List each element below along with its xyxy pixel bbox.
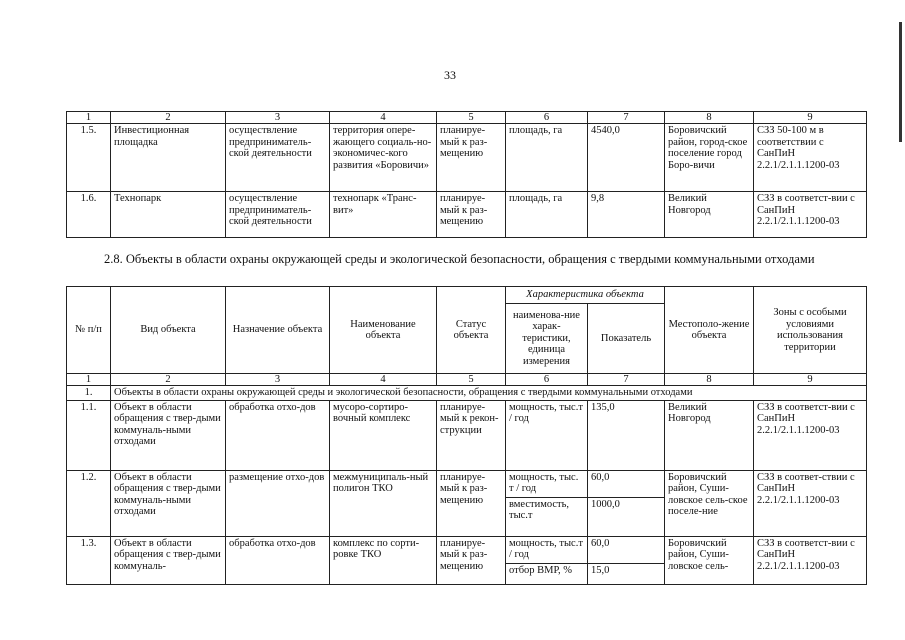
- header-characteristic: Характеристика объекта: [506, 287, 665, 304]
- object-name: межмуниципаль-ный полигон ТКО: [330, 470, 437, 536]
- col-num: 1: [67, 374, 111, 386]
- indicator-value: 135,0: [588, 400, 665, 470]
- object-name: мусоро-сортиро-вочный комплекс: [330, 400, 437, 470]
- indicator-name-cell: [506, 536, 588, 584]
- object-status: планируе-мый к раз-мещению: [437, 536, 506, 584]
- indicator-name: мощность, тыс. т / год: [506, 471, 587, 498]
- table-row: [67, 192, 867, 238]
- row-number: 1.6.: [67, 192, 111, 238]
- object-status: планируе-мый к раз-мещению: [437, 192, 506, 238]
- edge-bar: [899, 22, 902, 142]
- col-num: 8: [665, 112, 754, 124]
- col-num: 6: [506, 112, 588, 124]
- object-status: планируе-мый к рекон-струкции: [437, 400, 506, 470]
- col-num: 2: [111, 374, 226, 386]
- col-num: 9: [754, 112, 867, 124]
- row-number: 1.1.: [67, 400, 111, 470]
- group-title: Объекты в области охраны окружающей среды и экологической безопасности, обращения с твердыми коммунальными отходами: [111, 386, 867, 401]
- object-type: Инвестиционная площадка: [111, 124, 226, 192]
- object-type: Объект в области обращения с твер-дыми коммуналь-ными отходами: [111, 400, 226, 470]
- row-number: 1.2.: [67, 470, 111, 536]
- group-number: 1.: [67, 386, 111, 401]
- object-location: Великий Новгород: [665, 400, 754, 470]
- indicator-name: отбор ВМР, %: [509, 564, 573, 576]
- page-number: 33: [444, 68, 456, 82]
- col-num: 7: [588, 112, 665, 124]
- group-row: [67, 386, 867, 401]
- header-status: Статус объекта: [437, 287, 506, 374]
- col-num: 6: [506, 374, 588, 386]
- column-number-row: [67, 112, 867, 124]
- object-purpose: осуществление предприниматель-ской деятельности: [226, 124, 330, 192]
- indicator-name: площадь, га: [506, 192, 588, 238]
- object-purpose: размещение отхо-дов: [226, 470, 330, 536]
- object-purpose: обработка отхо-дов: [226, 400, 330, 470]
- table-row: [67, 470, 867, 536]
- special-zones: СЗЗ в соответст-вии с СанПиН 2.2.1/2.1.1.1200-03: [754, 400, 867, 470]
- object-location: Боровичский район, Суши-ловское сель-ское поселе-ние: [665, 470, 754, 536]
- indicator-name-cell: [506, 470, 588, 536]
- indicator-name: вместимость, тыс.т: [509, 498, 570, 521]
- indicator-name: мощность, тыс.т / год: [506, 537, 587, 564]
- header-location: Местополо-жение объекта: [665, 287, 754, 374]
- header-name: Наименование объекта: [330, 287, 437, 374]
- row-number: 1.3.: [67, 536, 111, 584]
- special-zones: СЗЗ в соответст-вии с СанПиН 2.2.1/2.1.1.1200-03: [754, 192, 867, 238]
- object-name: комплекс по сорти-ровке ТКО: [330, 536, 437, 584]
- object-status: планируе-мый к раз-мещению: [437, 470, 506, 536]
- object-location: Боровичский район, город-ское поселение город Боро-вичи: [665, 124, 754, 192]
- indicator-value: 60,0: [588, 471, 664, 498]
- col-num: 4: [330, 374, 437, 386]
- table-environment-objects: [66, 286, 867, 585]
- indicator-value: 1000,0: [591, 498, 620, 510]
- indicator-name: площадь, га: [506, 124, 588, 192]
- header-zones: Зоны с особыми условиями использования территории: [754, 287, 867, 374]
- indicator-value: 15,0: [591, 564, 610, 576]
- object-type: Технопарк: [111, 192, 226, 238]
- section-heading: 2.8. Объекты в области охраны окружающей среды и экологической безопасности, обращения с твердыми коммунальными отходами: [104, 252, 815, 266]
- table-row: [67, 400, 867, 470]
- col-num: 8: [665, 374, 754, 386]
- col-num: 3: [226, 112, 330, 124]
- object-status: планируе-мый к раз-мещению: [437, 124, 506, 192]
- special-zones: СЗЗ в соответст-вии с СанПиН 2.2.1/2.1.1.1200-03: [754, 536, 867, 584]
- indicator-value-cell: [588, 470, 665, 536]
- col-num: 1: [67, 112, 111, 124]
- col-num: 4: [330, 112, 437, 124]
- indicator-value: 60,0: [588, 537, 664, 564]
- col-num: 5: [437, 112, 506, 124]
- special-zones: СЗЗ 50-100 м в соответствии с СанПиН 2.2.1/2.1.1.1200-03: [754, 124, 867, 192]
- indicator-value-cell: [588, 536, 665, 584]
- header-num: № п/п: [67, 287, 111, 374]
- table-row: [67, 124, 867, 192]
- object-purpose: обработка отхо-дов: [226, 536, 330, 584]
- indicator-value: 9,8: [588, 192, 665, 238]
- object-type: Объект в области обращения с твер-дыми коммуналь-ными отходами: [111, 470, 226, 536]
- special-zones: СЗЗ в соответ-ствии с СанПиН 2.2.1/2.1.1.1200-03: [754, 470, 867, 536]
- table-objects-continued: [66, 111, 867, 238]
- object-name: технопарк «Транс-вит»: [330, 192, 437, 238]
- object-location: Великий Новгород: [665, 192, 754, 238]
- col-num: 5: [437, 374, 506, 386]
- table-row: [67, 536, 867, 584]
- indicator-name: мощность, тыс.т / год: [506, 400, 588, 470]
- object-purpose: осуществление предприниматель-ской деятельности: [226, 192, 330, 238]
- col-num: 7: [588, 374, 665, 386]
- header-indicator: Показатель: [588, 304, 665, 374]
- object-type: Объект в области обращения с твер-дыми коммуналь-: [111, 536, 226, 584]
- header-type: Вид объекта: [111, 287, 226, 374]
- col-num: 9: [754, 374, 867, 386]
- column-number-row: [67, 374, 867, 386]
- header-purpose: Назначение объекта: [226, 287, 330, 374]
- col-num: 3: [226, 374, 330, 386]
- col-num: 2: [111, 112, 226, 124]
- indicator-value: 4540,0: [588, 124, 665, 192]
- object-name: территория опере-жающего социаль-но-экономичес-кого развития «Боровичи»: [330, 124, 437, 192]
- header-row: [67, 287, 867, 304]
- row-number: 1.5.: [67, 124, 111, 192]
- header-indicator-name: наименова-ние харак-теристики, единица измерения: [506, 304, 588, 374]
- object-location: Боровичский район, Суши-ловское сель-: [665, 536, 754, 584]
